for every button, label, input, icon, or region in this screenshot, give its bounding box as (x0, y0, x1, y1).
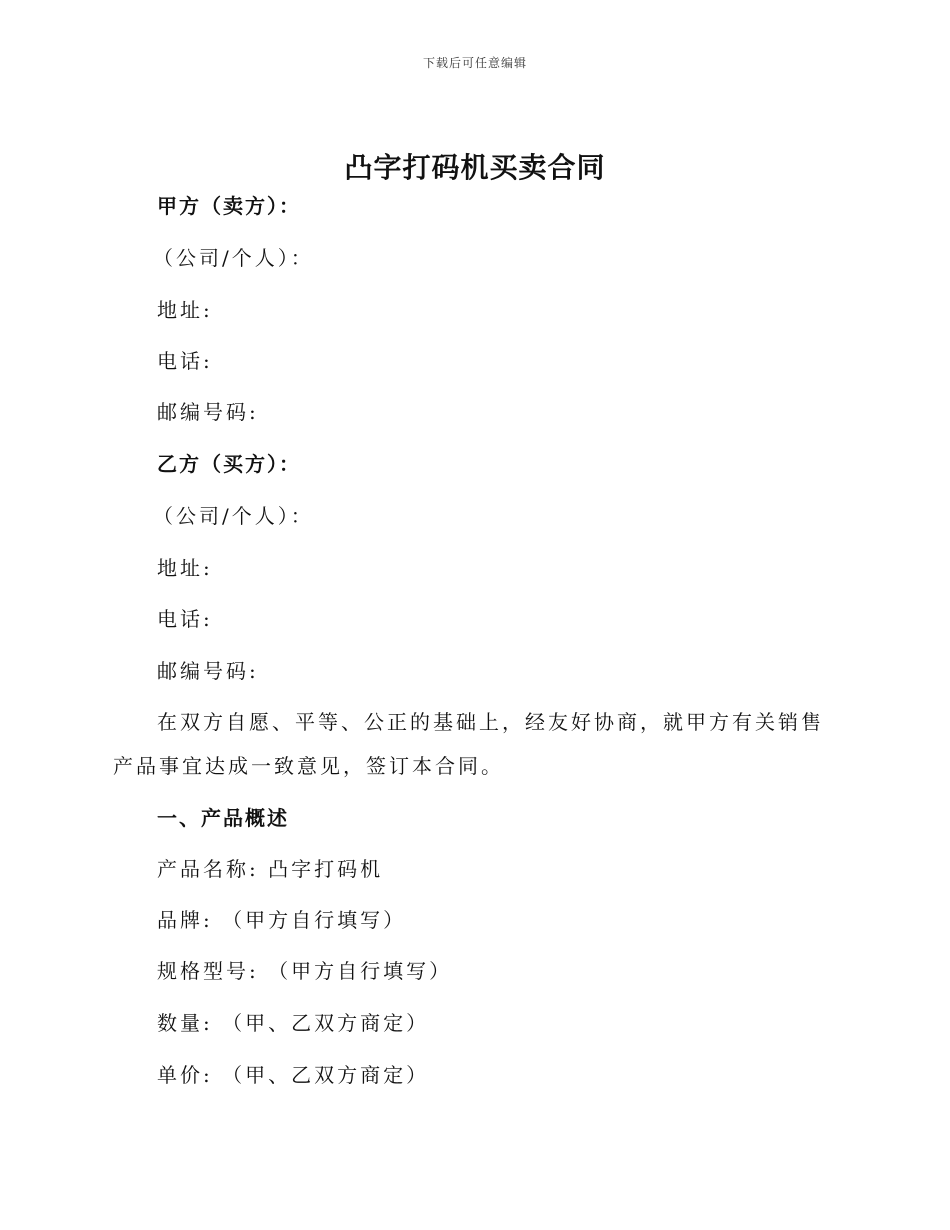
party-b-postcode-label: 邮编号码: (157, 659, 259, 683)
party-b-type-label: （公司/个人）： (153, 504, 314, 528)
quantity-line: 数量: （甲、乙双方商定） (157, 1011, 430, 1035)
party-b-heading: 乙方（买方）： (157, 452, 301, 476)
brand-line: 品牌: （甲方自行填写） (157, 908, 407, 932)
section-1-heading: 一、产品概述 (157, 806, 289, 830)
party-b-address-label: 地址: (157, 556, 213, 580)
header-note: 下载后可任意编辑 (422, 56, 527, 70)
product-name-line: 产品名称: 凸字打码机 (157, 857, 384, 881)
party-a-heading: 甲方（卖方）： (157, 194, 301, 218)
party-a-phone-label: 电话: (157, 349, 213, 373)
party-a-type-label: （公司/个人）： (153, 246, 314, 270)
party-b-phone-label: 电话: (157, 607, 213, 631)
unit-price-line: 单价: （甲、乙双方商定） (157, 1063, 430, 1087)
model-line: 规格型号: （甲方自行填写） (157, 959, 453, 983)
party-a-address-label: 地址: (157, 298, 213, 322)
document-title: 凸字打码机买卖合同 (344, 151, 606, 184)
party-a-postcode-label: 邮编号码: (157, 400, 259, 424)
intro-paragraph: 在双方自愿、平等、公正的基础上，经友好协商，就甲方有关销售产品事宜达成一致意见，签订本合同。 (113, 710, 824, 778)
